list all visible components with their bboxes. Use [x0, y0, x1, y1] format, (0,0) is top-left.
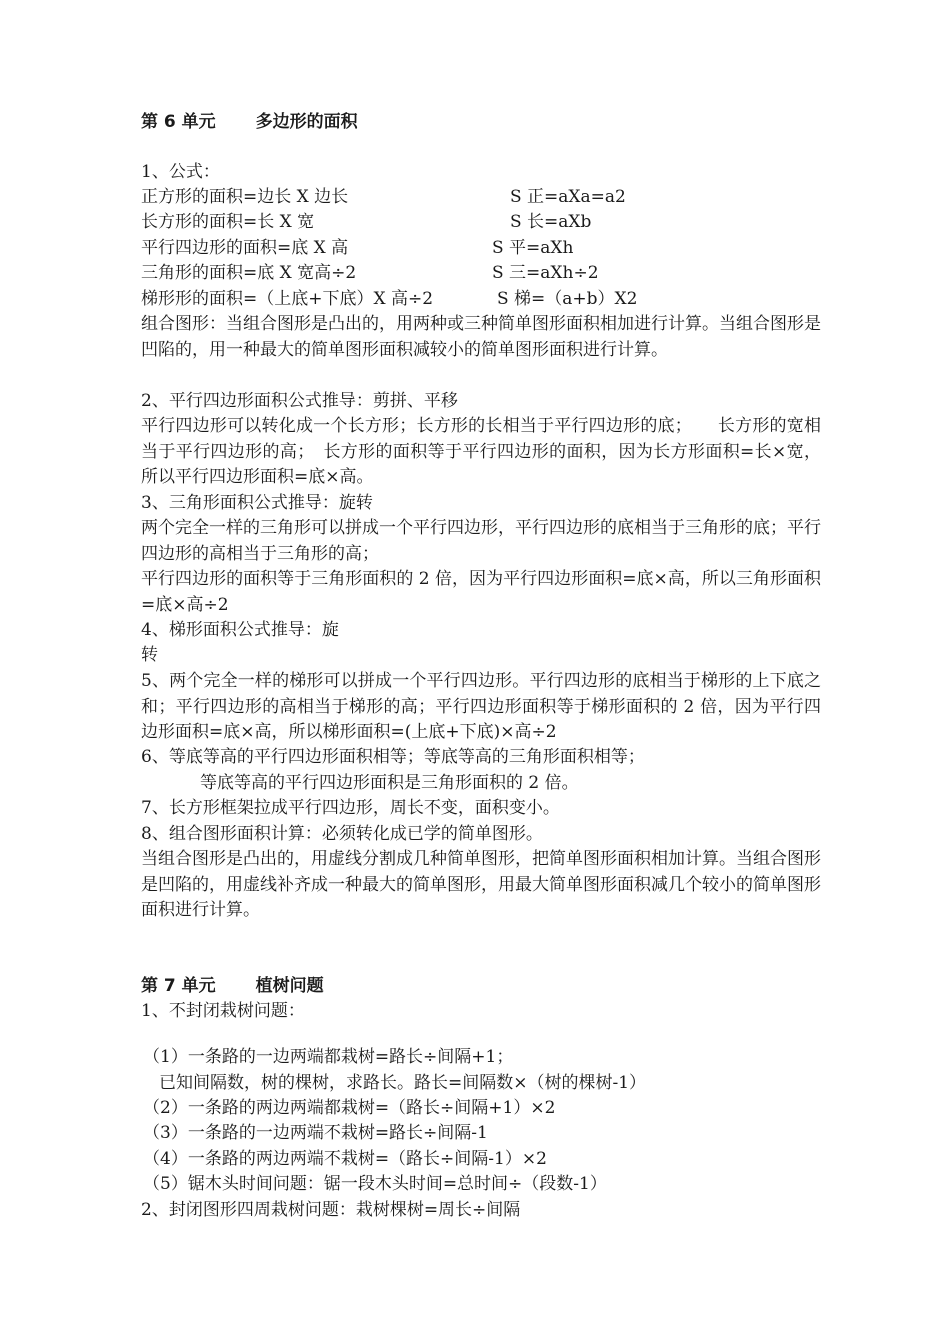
unit7-title: 植树问题	[255, 976, 324, 996]
section-parallelogram-title: 2、平行四边形面积公式推导：剪拼、平移	[141, 391, 458, 411]
section-trapezoid-body: 5、两个完全一样的梯形可以拼成一个平行四边形。平行四边形的底相当于梯形的上下底之和；平行四边形的高相当于梯形的高；平行四边形面积等于梯形面积的 2 倍，因为平行四边形面积=底×高，所以梯形面积=(上底+下底)×高÷2	[141, 671, 821, 742]
section-closed-planting-title: 2、封闭图形四周栽树问题：栽树棵树=周长÷间隔	[141, 1200, 521, 1220]
planting-item-3: （3）一条路的一边两端不栽树=路长÷间隔-1	[143, 1123, 488, 1143]
section-trapezoid-title-cont: 转	[141, 645, 158, 665]
section-composite-body: 当组合图形是凸出的，用虚线分割成几种简单图形，把简单图形面积相加计算。当组合图形是凹陷的，用虚线补齐成一种最大的简单图形，用最大简单图形面积减几个较小的简单图形面积进行计算。	[141, 849, 821, 920]
formula-parallelogram: 平行四边形的面积=底 X 高	[141, 238, 349, 258]
formula-square: 正方形的面积=边长 X 边长	[141, 187, 349, 207]
composite-figure-note: 组合图形：当组合图形是凸出的，用两种或三种简单图形面积相加进行计算。当组合图形是凹陷的，用一种最大的简单图形面积减较小的简单图形面积进行计算。	[141, 314, 821, 360]
section-parallelogram-body: 平行四边形可以转化成一个长方形；长方形的长相当于平行四边形的底； 长方形的宽相当于平行四边形的高； 长方形的面积等于平行四边形的面积，因为长方形面积=长×宽，所以平行四边形面积=底×高。	[141, 416, 821, 487]
section-triangle-body2: 平行四边形的面积等于三角形面积的 2 倍，因为平行四边形面积=底×高，所以三角形面积=底×高÷2	[141, 569, 821, 615]
section-formulas-title: 1、公式：	[141, 162, 220, 182]
planting-item-2: （2）一条路的两边两端都栽树=（路长÷间隔+1）×2	[143, 1098, 556, 1118]
formula-rectangle: 长方形的面积=长 X 宽	[141, 212, 315, 232]
formula-triangle: 三角形的面积=底 X 宽高÷2	[141, 263, 357, 283]
section-composite-title: 8、组合图形面积计算：必须转化成已学的简单图形。	[141, 824, 543, 844]
unit7-heading	[141, 974, 324, 999]
planting-item-1-note: 已知间隔数，树的棵树，求路长。路长=间隔数×（树的棵树-1）	[159, 1073, 647, 1093]
section-frame-stretch: 7、长方形框架拉成平行四边形，周长不变，面积变小。	[141, 798, 560, 818]
section-equal-base-height-1: 6、等底等高的平行四边形面积相等；等底等高的三角形面积相等；	[141, 747, 645, 767]
section-triangle-body1: 两个完全一样的三角形可以拼成一个平行四边形，平行四边形的底相当于三角形的底；平行四边形的高相当于三角形的高；	[141, 518, 821, 564]
unit6-number: 第 6 单元	[141, 112, 216, 132]
planting-item-1: （1）一条路的一边两端都栽树=路长÷间隔+1；	[143, 1047, 514, 1067]
unit6-heading	[141, 110, 358, 135]
section-equal-base-height-2: 等底等高的平行四边形面积是三角形面积的 2 倍。	[200, 773, 579, 793]
section-trapezoid-title: 4、梯形面积公式推导：旋	[141, 620, 339, 640]
formula-square-symbol: S 正=aXa=a2	[510, 187, 626, 207]
section-triangle-title: 3、三角形面积公式推导：旋转	[141, 493, 373, 513]
formula-rectangle-symbol: S 长=aXb	[510, 212, 592, 232]
formula-parallelogram-symbol: S 平=aXh	[492, 238, 574, 258]
unit6-title: 多边形的面积	[255, 112, 358, 132]
planting-item-4: （4）一条路的两边两端不栽树=（路长÷间隔-1）×2	[143, 1149, 547, 1169]
planting-item-5: （5）锯木头时间问题：锯一段木头时间=总时间÷（段数-1）	[143, 1174, 607, 1194]
section-open-planting-title: 1、不封闭栽树问题：	[141, 1001, 305, 1021]
formula-trapezoid: 梯形形的面积=（上底+下底）X 高÷2	[141, 289, 434, 309]
formula-triangle-symbol: S 三=aXh÷2	[492, 263, 599, 283]
formula-trapezoid-symbol: S 梯=（a+b）X2	[497, 289, 638, 309]
unit7-number: 第 7 单元	[141, 976, 216, 996]
